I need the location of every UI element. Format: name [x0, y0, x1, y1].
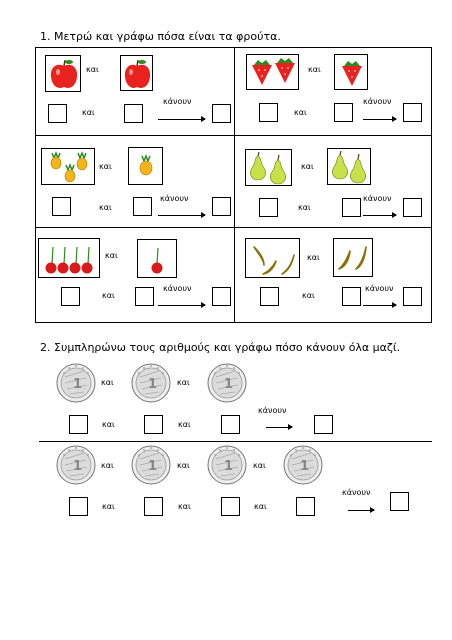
answer-box[interactable]	[52, 197, 71, 216]
section2-number: 2.	[40, 341, 51, 354]
and-label: και	[101, 461, 114, 470]
and-label: και	[301, 162, 314, 171]
arrow-icon	[158, 119, 205, 120]
pineapple-icon	[129, 148, 164, 186]
result-box[interactable]	[314, 415, 333, 434]
arrow-icon	[158, 305, 205, 306]
and-label: και	[308, 65, 321, 74]
arrow-icon	[363, 305, 396, 306]
and-label: και	[102, 502, 115, 511]
answer-box[interactable]	[69, 497, 88, 516]
and-label: και	[101, 378, 114, 387]
makes-label: κάνουν	[258, 406, 287, 415]
result-box[interactable]	[403, 103, 422, 122]
and-label: και	[178, 502, 191, 511]
euro-coin-icon	[56, 445, 96, 485]
and-label: και	[298, 203, 311, 212]
answer-box[interactable]	[144, 497, 163, 516]
pear-picture-left	[245, 149, 292, 186]
arrow-icon	[348, 510, 374, 511]
answer-box[interactable]	[124, 104, 143, 123]
strawberry-icon	[247, 55, 300, 91]
banana-icon	[246, 239, 301, 279]
and-label: και	[102, 420, 115, 429]
answer-box[interactable]	[69, 415, 88, 434]
and-label: και	[105, 251, 118, 260]
section2-title: Συμπληρώνω τους αριθμούς και γράφω πόσο κάνουν όλα μαζί.	[54, 341, 401, 354]
euro-coin-icon	[283, 445, 323, 485]
grid-middle-line	[234, 47, 235, 323]
euro-coin-icon	[207, 445, 247, 485]
makes-label: κάνουν	[363, 97, 392, 106]
makes-label: κάνουν	[365, 284, 394, 293]
answer-box[interactable]	[133, 197, 152, 216]
divider-line	[39, 441, 432, 442]
pear-picture-right	[327, 148, 371, 185]
answer-box[interactable]	[48, 104, 67, 123]
section1-heading	[40, 30, 281, 43]
result-box[interactable]	[212, 104, 231, 123]
cherry-icon	[39, 239, 101, 279]
makes-label: κάνουν	[160, 194, 189, 203]
arrow-icon	[266, 427, 292, 428]
pear-icon	[246, 150, 293, 187]
result-box[interactable]	[403, 198, 422, 217]
answer-box[interactable]	[334, 103, 353, 122]
pineapple-picture-right	[128, 147, 163, 185]
and-label: και	[254, 502, 267, 511]
euro-coin-icon	[131, 445, 171, 485]
cherry-picture-left	[38, 238, 100, 278]
and-label: και	[302, 291, 315, 300]
strawberry-icon	[335, 55, 369, 91]
apple-icon	[121, 56, 154, 92]
cherry-icon	[138, 240, 178, 279]
banana-picture-left	[245, 238, 300, 278]
cherry-picture-right	[137, 239, 177, 278]
answer-box[interactable]	[259, 103, 278, 122]
answer-box[interactable]	[342, 198, 361, 217]
and-label: και	[294, 108, 307, 117]
answer-box[interactable]	[260, 287, 279, 306]
and-label: και	[86, 65, 99, 74]
result-box[interactable]	[212, 287, 231, 306]
apple-picture-right	[120, 55, 153, 91]
section1-number: 1.	[40, 30, 51, 43]
result-box[interactable]	[390, 492, 409, 511]
apple-picture-left	[45, 55, 81, 92]
and-label: και	[178, 420, 191, 429]
grid-left-line	[35, 47, 36, 323]
euro-coin-icon	[207, 363, 247, 403]
apple-icon	[46, 56, 82, 93]
makes-label: κάνουν	[163, 284, 192, 293]
result-box[interactable]	[403, 287, 422, 306]
answer-box[interactable]	[342, 287, 361, 306]
pear-icon	[328, 149, 372, 186]
strawberry-picture-left	[246, 54, 299, 90]
banana-picture-right	[333, 238, 373, 277]
grid-right-line	[431, 47, 432, 323]
and-label: και	[99, 203, 112, 212]
and-label: και	[177, 378, 190, 387]
and-label: και	[82, 108, 95, 117]
banana-icon	[334, 239, 374, 278]
makes-label: κάνουν	[342, 488, 371, 497]
grid-row2-line	[35, 227, 432, 228]
strawberry-picture-right	[334, 54, 368, 90]
and-label: και	[253, 461, 266, 470]
pineapple-icon	[42, 149, 96, 186]
arrow-icon	[158, 215, 205, 216]
answer-box[interactable]	[296, 497, 315, 516]
answer-box[interactable]	[135, 287, 154, 306]
answer-box[interactable]	[221, 415, 240, 434]
answer-box[interactable]	[259, 198, 278, 217]
grid-row1-line	[35, 135, 432, 136]
answer-box[interactable]	[144, 415, 163, 434]
and-label: και	[307, 253, 320, 262]
pineapple-picture-left	[41, 148, 95, 185]
section1-title: Μετρώ και γράφω πόσα είναι τα φρούτα.	[54, 30, 281, 43]
makes-label: κάνουν	[163, 97, 192, 106]
makes-label: κάνουν	[363, 194, 392, 203]
section2-heading	[40, 341, 400, 354]
euro-coin-icon	[56, 363, 96, 403]
and-label: και	[99, 162, 112, 171]
result-box[interactable]	[212, 197, 231, 216]
grid-bottom-line	[35, 322, 432, 323]
arrow-icon	[363, 215, 396, 216]
and-label: και	[102, 291, 115, 300]
answer-box[interactable]	[221, 497, 240, 516]
and-label: και	[177, 461, 190, 470]
arrow-icon	[363, 119, 396, 120]
euro-coin-icon	[131, 363, 171, 403]
answer-box[interactable]	[61, 287, 80, 306]
